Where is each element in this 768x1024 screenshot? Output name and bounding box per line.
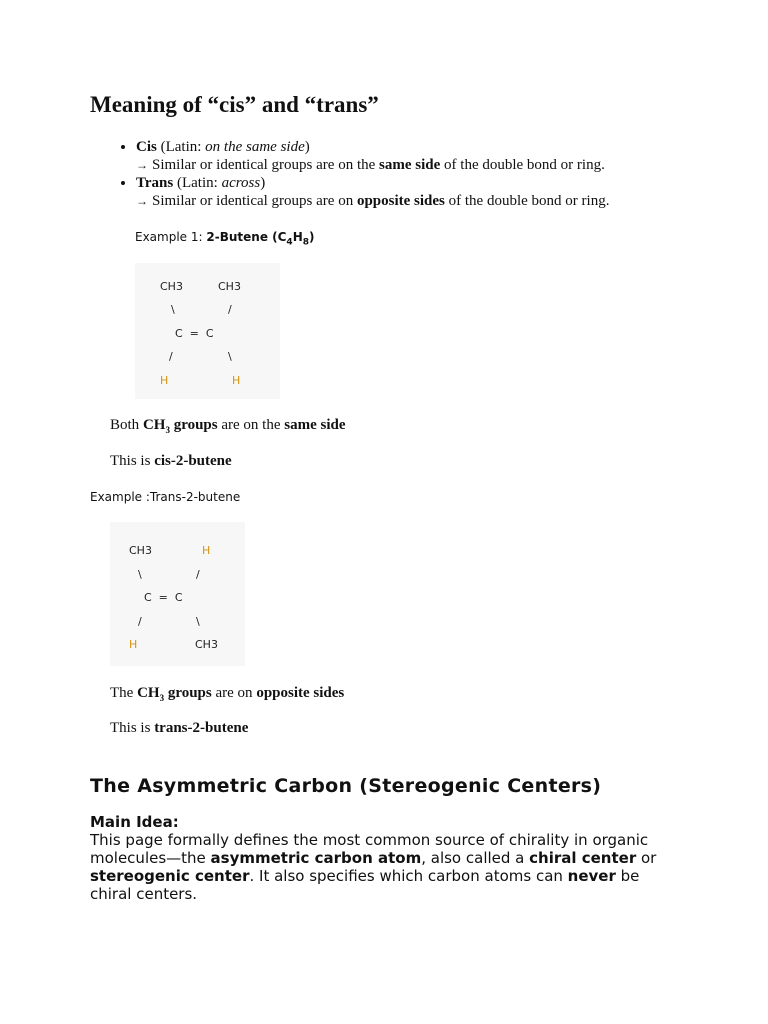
cis-explanation: Both $CH_3$ groups are on the same side	[110, 417, 346, 435]
double-bond-cc: C = C	[144, 591, 183, 604]
bond-slash: /	[196, 568, 200, 581]
atom-h-bottom-left: H	[129, 638, 138, 651]
term-trans: Trans	[136, 175, 174, 191]
cis-trans-definitions	[110, 138, 696, 210]
atom-h-bottom-right: H	[232, 374, 241, 387]
cis-conclusion: This is cis-2-butene	[110, 453, 232, 469]
definition-line: → Similar or identical groups are on opposite sides of the double bond or ring.	[136, 193, 610, 209]
bond-slash: /	[169, 350, 173, 363]
definition-line: → Similar or identical groups are on the same side of the double bond or ring.	[136, 157, 605, 173]
main-idea-text: This page formally defines the most common source of chirality in organic molecules—the asymmetric carbon atom, also called a chiral center or stereogenic center. It also specifies which carbon atoms can never be chiral centers.	[90, 831, 657, 903]
bond-backslash: \	[138, 568, 142, 581]
right-arrow-icon: →	[136, 158, 148, 172]
bond-backslash: \	[196, 615, 200, 628]
example2-label: Example :Trans-2-butene	[90, 490, 241, 504]
right-arrow-icon: →	[136, 194, 148, 208]
list-item-trans: • Trans (Latin: across) → Similar or identical groups are on opposite sides of the double bond or ring.	[136, 174, 696, 210]
latin-meaning: on the same side	[205, 139, 305, 155]
double-bond-cc: C = C	[175, 327, 214, 340]
atom-ch3-bottom-right: CH3	[195, 638, 218, 651]
latin-meaning: across	[221, 175, 261, 191]
atom-ch3-top-right: CH3	[218, 280, 241, 293]
bond-slash: /	[138, 615, 142, 628]
atom-ch3-top-left: CH3	[129, 544, 152, 557]
trans-explanation: The $CH_3$ groups are on opposite sides	[110, 685, 345, 703]
term-cis: Cis	[136, 139, 157, 155]
section-title-asymmetric-carbon: The Asymmetric Carbon (Stereogenic Centers)	[90, 775, 602, 797]
trans-conclusion: This is trans-2-butene	[110, 720, 249, 736]
example1-label: Example 1: 2-Butene $(C_4H_8)$	[135, 230, 315, 248]
bond-slash: /	[228, 303, 232, 316]
cis-2-butene-structure	[135, 263, 280, 399]
bond-backslash: \	[228, 350, 232, 363]
atom-h-bottom-left: H	[160, 374, 169, 387]
list-item-cis: • Cis (Latin: on the same side) → Similar or identical groups are on the same side of the double bond or ring.	[136, 138, 696, 174]
main-idea-label: Main Idea:	[90, 813, 179, 831]
bond-backslash: \	[171, 303, 175, 316]
atom-ch3-top-left: CH3	[160, 280, 183, 293]
trans-2-butene-structure	[110, 522, 245, 666]
section-title-cis-trans: Meaning of “cis” and “trans”	[90, 92, 379, 117]
atom-h-top-right: H	[202, 544, 211, 557]
